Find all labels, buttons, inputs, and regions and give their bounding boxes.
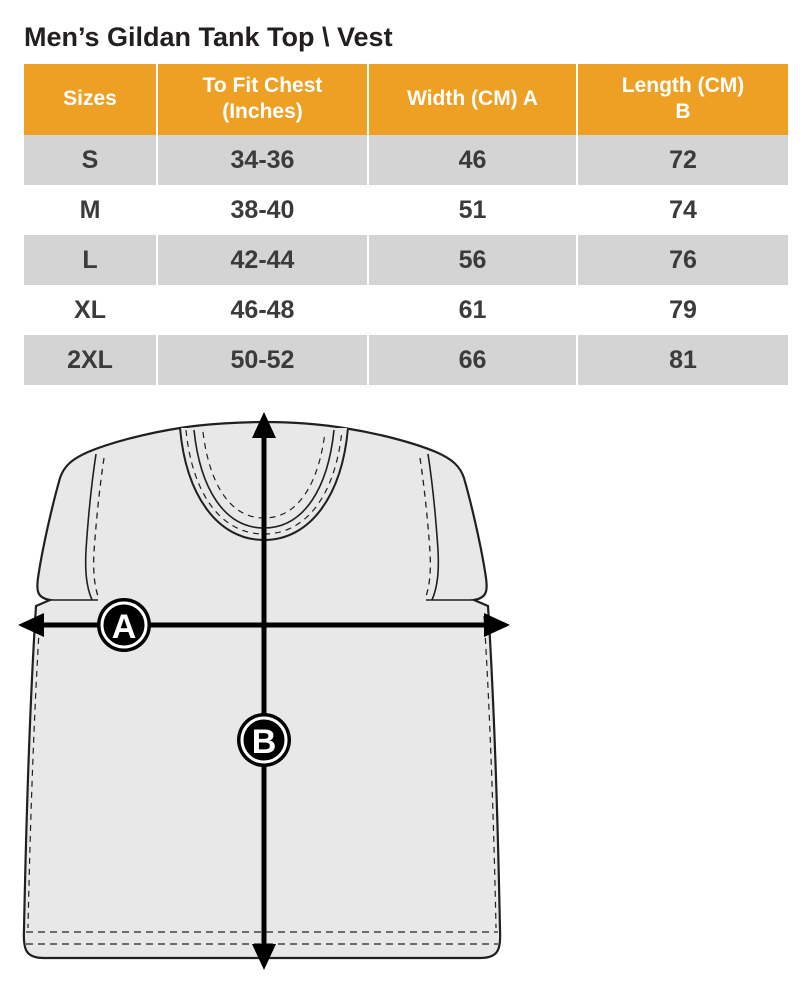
cell-size: S — [24, 135, 157, 185]
cell-length: 72 — [577, 135, 788, 185]
cell-length: 81 — [577, 335, 788, 385]
column-header-chest-line2: (Inches) — [222, 99, 303, 123]
column-header-chest — [157, 64, 368, 135]
page-title: Men’s Gildan Tank Top \ Vest — [24, 22, 393, 52]
cell-width: 51 — [368, 185, 577, 235]
table-row — [24, 135, 788, 185]
cell-width: 56 — [368, 235, 577, 285]
cell-size: XL — [24, 285, 157, 335]
column-header-length — [577, 64, 788, 135]
cell-chest: 34-36 — [157, 135, 368, 185]
cell-length: 79 — [577, 285, 788, 335]
table-row — [24, 185, 788, 235]
cell-chest: 50-52 — [157, 335, 368, 385]
cell-chest: 38-40 — [157, 185, 368, 235]
table-header-row — [24, 64, 788, 135]
width-badge-label: A — [111, 608, 137, 646]
cell-chest: 42-44 — [157, 235, 368, 285]
cell-chest: 46-48 — [157, 285, 368, 335]
length-badge-label: B — [251, 723, 277, 761]
cell-width: 46 — [368, 135, 577, 185]
table-header — [24, 64, 788, 135]
column-header-chest-line1: To Fit Chest — [202, 74, 323, 97]
column-header-width-line1: Width (CM) A — [407, 86, 538, 110]
table-row — [24, 335, 788, 385]
column-header-length-line2: B — [675, 99, 691, 123]
cell-width: 61 — [368, 285, 577, 335]
cell-size: 2XL — [24, 335, 157, 385]
table-row — [24, 285, 788, 335]
size-chart-table — [24, 64, 788, 385]
column-header-width — [368, 64, 577, 135]
column-header-length-line1: Length (CM) — [621, 74, 745, 97]
garment-diagram — [0, 410, 812, 1000]
column-header-sizes — [24, 64, 157, 135]
cell-size: M — [24, 185, 157, 235]
table-body — [24, 135, 788, 385]
cell-size: L — [24, 235, 157, 285]
length-badge — [237, 713, 291, 767]
cell-length: 74 — [577, 185, 788, 235]
column-header-sizes-line1: Sizes — [63, 86, 117, 110]
cell-length: 76 — [577, 235, 788, 285]
cell-width: 66 — [368, 335, 577, 385]
width-badge — [97, 598, 151, 652]
table-row — [24, 235, 788, 285]
